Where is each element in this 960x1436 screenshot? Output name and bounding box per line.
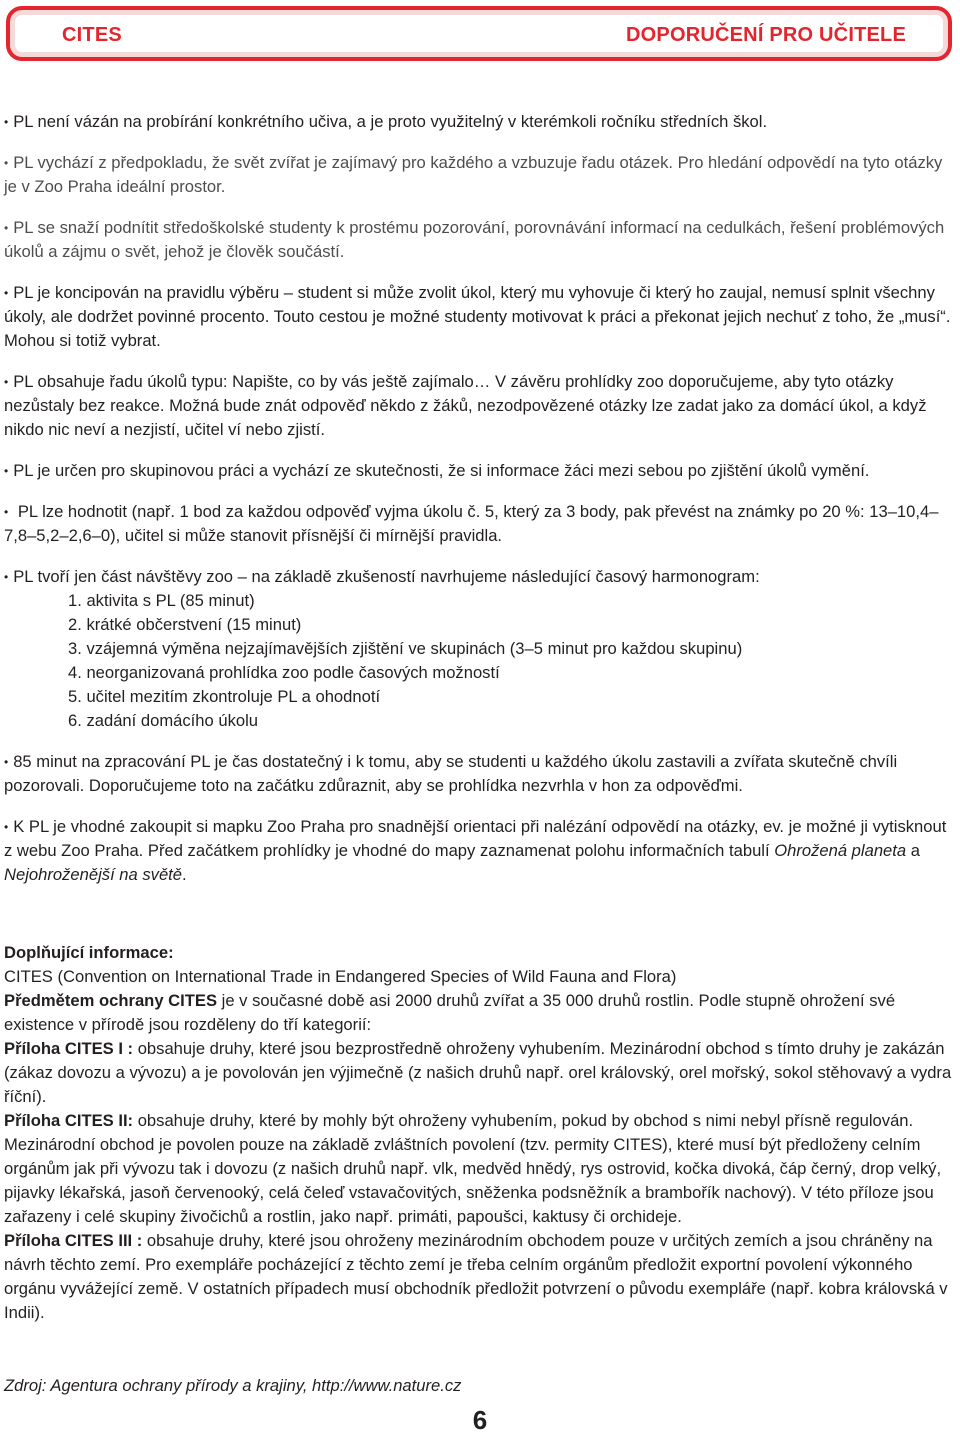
- cites-subject: Předmětem ochrany CITES je v současné době asi 2000 druhů zvířat a 35 000 druhů rostlin. Podle stupně ohrožení své existence v přírodě jsou rozděleny do tří kategorií:: [4, 991, 896, 1034]
- header-title-left: CITES: [62, 24, 122, 46]
- header-title-right: DOPORUČENÍ PRO UČITELE: [626, 24, 906, 46]
- cites-annex-3: Příloha CITES III : obsahuje druhy, které jsou ohroženy mezinárodním obchodem pouze v určitých zemích a jsou chráněny na návrh těchto zemí. Pro exempláře pocházející z těchto zemí je třeba celním orgánům předložit exportní povolení výkonného orgánu vyvážející země. V ostatních případech musí obchodník předložit potvrzení o původu exempláře (např. kobra královská v Indii).: [4, 1231, 948, 1322]
- bullet-paragraph: • PL tvoří jen část návštěvy zoo – na základě zkušeností navrhujeme následující časový harmonogram:: [4, 567, 760, 586]
- bullet-paragraph: • PL obsahuje řadu úkolů typu: Napište, co by vás ještě zajímalo… V závěru prohlídky zoo doporučujeme, aby tyto otázky nezůstaly bez reakce. Možná bude znát odpověď někdo z žáků, nezodpovězené otázky lze zadat jako za domácí úkol, a když nikdo nic neví a nezjistí, učitel ví nebo zjistí.: [4, 372, 927, 439]
- bullet-paragraph: • PL lze hodnotit (např. 1 bod za každou odpověď vyjma úkolu č. 5, který za 3 body, pak převést na známky po 20 %: 13–10,4–7,8–5,2–2,6–0), učitel si může stanovit přísnější či mírnější pravidla.: [4, 502, 939, 545]
- source-note: Zdroj: Agentura ochrany přírody a krajiny, http://www.nature.cz: [4, 1376, 462, 1395]
- bullet-paragraph: • PL není vázán na probírání konkrétního učiva, a je proto využitelný v kterémkoli ročníku středních škol.: [4, 112, 768, 131]
- bullet-icon: •: [4, 570, 9, 584]
- bullet-icon: •: [4, 505, 9, 519]
- schedule-item: 6. zadání domácího úkolu: [68, 711, 259, 730]
- schedule-item: 1. aktivita s PL (85 minut): [68, 591, 255, 610]
- bullet-icon: •: [4, 156, 9, 170]
- additional-info-heading: Doplňující informace:: [4, 943, 174, 962]
- schedule-list: [4, 589, 956, 733]
- bullet-icon: •: [4, 286, 9, 300]
- page-number: 6: [472, 1405, 488, 1435]
- map-board-name: Ohrožená planeta: [774, 841, 907, 860]
- additional-info: [4, 941, 956, 1325]
- cites-full-name: CITES (Convention on International Trade in Endangered Species of Wild Fauna and Flora): [4, 967, 677, 986]
- bullet-paragraph: • PL je určen pro skupinovou práci a vychází ze skutečnosti, že si informace žáci mezi sebou po zjištění úkolů vymění.: [4, 461, 870, 480]
- map-board-name: Nejohroženější na světě: [4, 865, 183, 884]
- bullet-paragraph: • 85 minut na zpracování PL je čas dostatečný i k tomu, aby se studenti u každého úkolu zastavili a zvířata skutečně chvíli pozorovali. Doporučujeme toto na začátku zdůraznit, aby se prohlídka nezvrhla v hon za odpověďmi.: [4, 752, 898, 795]
- teacher-recommendations: [4, 110, 956, 904]
- bullet-paragraph: • PL je koncipován na pravidlu výběru – student si může zvolit úkol, který mu vyhovuje či který ho zaujal, nemusí splnit všechny úkoly, ale dodržet povinné procento. Touto cestou je možné studenty motivovat k práci a překonat jejich nechuť z toho, že „musí“. Mohou si totiž vybrat.: [4, 283, 951, 350]
- cites-annex-2: Příloha CITES II: obsahuje druhy, které by mohly být ohroženy vyhubením, pokud by obchod s nimi nebyl přísně regulován. Mezinárodní obchod je povolen pouze na základě zvláštních povolení (tzv. permity CITES), které musí být předloženy celním orgánům jak při vývozu tak i dovozu (z našich druhů např. vlk, medvěd hnědý, rys ostrovid, kočka divoká, čáp černý, drop velký, pijavky lékařská, jasoň červenooký, celá čeleď vstavačovitých, sněženka podsněžník a brambořík nachový). V této příloze jsou zařazeny i celé skupiny živočichů a rostlin, jako např. primáti, papoušci, kaktusy či orchideje.: [4, 1111, 942, 1226]
- bullet-icon: •: [4, 115, 9, 129]
- schedule-item: 5. učitel mezitím zkontroluje PL a ohodnotí: [68, 687, 381, 706]
- bullet-paragraph: • PL vychází z předpokladu, že svět zvířat je zajímavý pro každého a vzbuzuje řadu otázek. Pro hledání odpovědí na tyto otázky je v Zoo Praha ideální prostor.: [4, 153, 943, 196]
- bullet-icon: •: [4, 820, 9, 834]
- bullet-icon: •: [4, 464, 9, 478]
- bullet-icon: •: [4, 755, 9, 769]
- schedule-item: 4. neorganizovaná prohlídka zoo podle časových možností: [68, 663, 500, 682]
- bullet-paragraph: • K PL je vhodné zakoupit si mapku Zoo Praha pro snadnější orientaci při nalézání odpovědí na otázky, ev. je možné ji vytisknout z webu Zoo Praha. Před začátkem prohlídky je vhodné do mapy zaznamenat polohu informačních tabulí Ohrožená planeta a Nejohroženější na světě.: [4, 817, 947, 884]
- schedule-item: 2. krátké občerstvení (15 minut): [68, 615, 302, 634]
- bullet-paragraph: • PL se snaží podnítit středoškolské studenty k prostému pozorování, porovnávání informací na cedulkách, řešení problémových úkolů a zájmu o svět, jehož je člověk součástí.: [4, 218, 945, 261]
- bullet-icon: •: [4, 375, 9, 389]
- cites-annex-1: Příloha CITES I : obsahuje druhy, které jsou bezprostředně ohroženy vyhubením. Mezinárodní obchod s tímto druhy je zakázán (zákaz dovozu a vývozu) a je povolován jen výjimečně (z našich druhů např. orel královský, orel mořský, sokol stěhovavý a vydra říční).: [4, 1039, 952, 1106]
- page-header: [6, 6, 952, 61]
- schedule-item: 3. vzájemná výměna nejzajímavějších zjištění ve skupinách (3–5 minut pro každou skupinu): [68, 639, 743, 658]
- bullet-icon: •: [4, 221, 9, 235]
